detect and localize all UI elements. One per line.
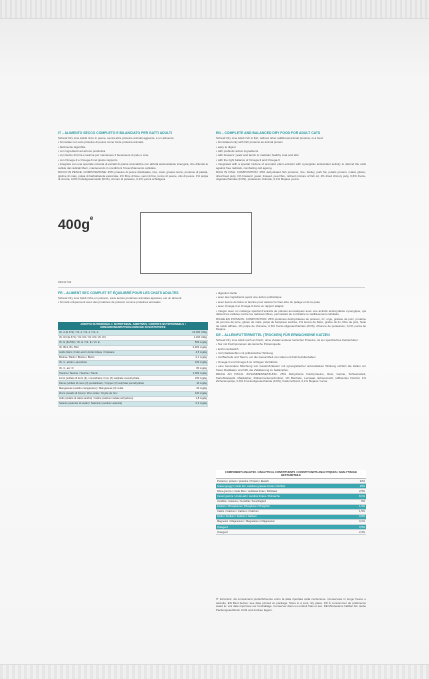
row-label: Magnesio / Magnesium / Magnésium / Magnesium <box>216 519 333 524</box>
nutritional-additives-table <box>58 322 208 407</box>
german-heading: DE – ALLEINFUTTERMITTEL (TROCKEN) FÜR ERWACHSENE KATZEN <box>216 332 330 337</box>
product-code: 02041734 <box>58 280 72 284</box>
row-label: Omega-6 <box>216 530 333 535</box>
table-row <box>216 530 366 535</box>
french-heading: FR – ALIMENT SEC COMPLET ET ÉQUILIBRÉ POUR LES CHATS ADULTES <box>58 291 179 295</box>
row-value: 1,5% <box>333 509 366 514</box>
row-value: 500 mg/kg <box>175 340 208 345</box>
english-para: • integrated with a special mixture of aromatic plant extracts with synergistic antioxidant activity to defend the cells against free radicals, combating cell ageing. <box>216 162 366 170</box>
row-value: 32% <box>333 479 366 484</box>
top-seal-seam <box>0 0 429 19</box>
french-para: • intégré avec un mélange spécial d'extraits de plantes aromatiques avec une activité antioxydante synergique, qui défend les cellules contre les radicaux libres, permettant de combattre le vieillissement cellulaire. <box>216 308 366 317</box>
row-value: 15% <box>333 484 366 489</box>
row-value: 10 mg/kg <box>175 381 208 386</box>
french-composition: RICHE EN POISSON. COMPOSITION: 25% protéines déshydratées de poisson, riz, orge, graisse de porc, protéine de pomme de terre, gluten de maïs, pulpe de betterave séchée, 1% levure de bière, graine de lin, fibre de pois, huile de raisin affinée, 1% pulpe de chicorée, 0,6% fructo-oligosaccharides (FOS), chlorure de potassium, 0,1% yucca de Mojave. <box>216 316 366 332</box>
row-value: 20 mg/kg <box>175 386 208 391</box>
row-label: Vit. D3 (E 671) / Vit. D3 / Vit. D3 / Vit. D3 <box>58 335 175 340</box>
row-label: Vit. C, acr. D <box>58 366 175 371</box>
row-label: Selenio (selenito di sodio) / Selenium (sodium selenite) <box>58 401 175 406</box>
italian-description <box>58 132 208 183</box>
row-label: Iodio (iodato di calcio anidro) / Iodine (calcium iodate anhydrous) <box>58 396 175 401</box>
row-label: Vit. A (E 672) / Vit. A / Vit. A / Vit. A <box>58 330 175 335</box>
english-description <box>216 132 366 183</box>
analytical-table-header: COMPONENTI ANALITICI / ANALYTICAL CONSTITUENTS / CONSTITUANTS ANALYTIQUES / ANALYTISCHE BESTANDTEILE <box>216 470 366 479</box>
row-label: Vit. B12, B1, B12 <box>58 345 175 350</box>
english-para: • with prebiotic action ingredients <box>216 149 259 154</box>
row-value: 0,1 mg/kg <box>175 355 208 360</box>
row-value: 150 mg/kg <box>175 376 208 381</box>
french-para: • avec Oméga-3 et Oméga-6 dans un rapport adapté <box>216 304 284 309</box>
row-value: 100 mg/kg <box>175 391 208 396</box>
italian-para: • facilmente digeribile <box>58 144 86 149</box>
row-value: 100 mg/kg <box>175 360 208 365</box>
row-label: Grassi greggi / crude fat / matières grasses brutes / Rohfett <box>216 484 333 489</box>
row-label: Fosforo / Phosphorus / Phosphore / Phosphor <box>216 504 333 509</box>
analytical-rows <box>216 479 366 535</box>
additives-table-header: ADDITIVI NUTRIZIONALI / NUTRITIONAL ADDITIVES / ADDITIFS NUTRITIONNELS / ERNÄHRUNGSPHYSIOLOGISCHE ZUSATZSTOFFE <box>58 322 208 330</box>
french-para: • formulé uniquement avec des protéines de poisson comme protéines animales <box>58 300 161 305</box>
german-composition: REICH AN FISCH. ZUSAMMENSETZUNG: 25% Dehydrierte Fischproteine, Reis, Gerste, Schweinefett, Kartoffeleiweiß, Maiskleber, Rübentrockenschnitzel, 1% Bierhefe, Leinsaat, Erbsenmehl, raffiniertes Fischöl, 1% Zichorienpulpe, 0,6% Fructooligosaccharide (FOS), Kaliumchlorid, 0,1% Mojave-Yucca. <box>216 372 366 384</box>
bottom-seal-seam <box>0 664 429 679</box>
net-weight: $400g^e$ <box>58 216 94 232</box>
row-label: Vit. C, acido L-ascorbico <box>58 360 175 365</box>
italian-para: • con Omega-3 e Omega-6 nel giusto rapporto <box>58 157 118 162</box>
german-para: • Nur mit Fischproteinen als tierische Proteinquelle <box>216 342 281 347</box>
italian-para: • con ingredienti ad azione prebiotica <box>58 149 106 154</box>
row-value: 1,8 mg/kg <box>175 396 208 401</box>
english-para: Schesir Dry Line Adult rich in fish, without other additional animal proteins, is a food: <box>216 135 324 140</box>
french-para: • digestion facile <box>216 291 237 295</box>
row-label: Calcio / Calcium / Calcium / Kalzium <box>216 509 333 514</box>
english-composition: RICH IN FISH. COMPOSITION: 25% dehydrated fish proteins, rice, barley, pork fat, potato protein, maize gluten, dried beet pulp, 1% brewers' yeast, linseed, pea fibre, refined mixture of fish oil, 1% dried chicory pulp, 0,6% fructo-oligosaccharides (FOS), potassium chloride, 0,1% Mojave yucca. <box>216 170 366 182</box>
italian-heading: IT – ALIMENTO SECCO COMPLETO E BILANCIATO PER GATTI ADULTI <box>58 131 172 135</box>
row-value: 0,5% <box>333 525 366 530</box>
row-value: 2.000 mg/kg <box>175 371 208 376</box>
english-para: • easy to digest <box>216 144 236 149</box>
german-para: • Omega-3 und Omega-6 im richtigen Verhältnis <box>216 359 278 364</box>
row-value: 80 mg/kg <box>175 366 208 371</box>
row-value: 0,6% <box>333 514 366 519</box>
english-heading: EN – COMPLETE AND BALANCED DRY FOOD FOR ADULT CATS <box>216 131 321 135</box>
french-description <box>58 292 208 306</box>
row-label: Zinco (ossido di zinco) / Zinc oxide / Oxyde de zinc <box>58 391 175 396</box>
row-value: 1.200 UI/kg <box>175 335 208 340</box>
row-label: Fibra grezza / crude fibre / cellulose brute / Rohfaser <box>216 489 333 494</box>
italian-para: • formulato con solo proteine di pesce come fonte proteica animale <box>58 140 144 145</box>
english-para: • with the right balance of Omega-3 and Omega-6 <box>216 157 280 162</box>
footer-text: IT Istruzioni: da consumarsi preferibilmente entro la data riportata sulla confezione. Conservare in luogo fresco e asciutto. EN Best before: see date printed on package. Store in a cool, dry place. FR À consommer de préférence avant le: voir date imprimée sur l'emballage. Conserver dans un endroit frais et sec. DE Mindestens haltbar bis: siehe Packungsaufdruck. Kühl und trocken lagern. <box>216 597 366 612</box>
row-value: 8,1% <box>333 494 366 499</box>
row-value: 2,4% <box>333 530 366 535</box>
row-value: 8% <box>333 499 366 504</box>
italian-composition: RICCO IN PESCE. COMPOSIZIONE: 25% proteine di pesce disidratate, riso, mais, grasso suino, proteine di patata, glutine di mais, polpa di barbabietola essiccata, 1% fibre di fave, semi di lino, tonno di pesce, olio di pesce, 1% polpa di cicoria, 0,6% fruttoligosaccaridi (FOS), cloruro di potassio, 0,1% yucca schidigera. <box>58 170 208 182</box>
row-value: 1,1% <box>333 504 366 509</box>
french-para: • avec des ingrédients ayant une action prébiotique <box>216 295 282 300</box>
french-para: Schesir Dry Line Adult riche en poisson, sans autres protéines animales ajoutées, est un aliment: <box>58 295 183 300</box>
german-para: Schesir Dry Line Adult reich an Fisch, ohne Zusatz anderer tierischer Proteine, ist ein spezifisches Katzenfutter: <box>216 337 359 342</box>
english-para: • formulated only with fish proteins as animal protein <box>216 140 283 145</box>
row-label: Proteina / protein / protéine / Protein / Eiweiß <box>216 479 333 484</box>
italian-para: Schesir Dry Line Adulti ricco in pesce, senza altre proteine animali aggiunte, è un alimento: <box>58 135 175 140</box>
divider <box>58 287 365 288</box>
row-label: Ceneri grezze / crude ash / cendres brutes / Rohasche <box>216 494 333 499</box>
row-value: 0,3 mg/kg <box>175 401 208 406</box>
row-value: 2,5% <box>333 489 366 494</box>
german-para: • mit Inhaltsstoffen mit präbiotischer Wirkung <box>216 351 274 355</box>
german-para: • eine besondere Mischung von Gewürzkräutern mit synergistischer antioxidativer Wirkung schützt die Zellen vor freien Radikalen und hilft, die Zellalterung zu bekämpfen. <box>216 364 366 372</box>
row-label: Taurina / Taurine / Taurine / Taurin <box>58 371 175 376</box>
row-label: Manganese (ossido manganoso) / Manganese (II) oxide <box>58 386 175 391</box>
english-para: • with brewers' yeast and taurin to maintain healthy coat and skin <box>216 153 299 158</box>
row-value: 22.000 UI/kg <box>175 330 208 335</box>
row-value: 0,002 mg/kg <box>175 345 208 350</box>
batch-code-box <box>140 212 252 274</box>
row-label: Acido folico / Folic acid / Acide folique / Folsäure <box>58 350 175 355</box>
french-description-continued <box>216 292 366 385</box>
row-label: Biotina / Biotin / Biotine / Biotin <box>58 355 175 360</box>
german-para: • leicht verdaulich <box>216 346 239 351</box>
additives-rows <box>58 330 208 406</box>
row-label: Ferro (solfato di ferro (II), monoidrato) / Iron (II) sulphate monohydrate <box>58 376 175 381</box>
row-label: Rame (solfato di rame (II) pentaidrato) / Copper (II) sulphate pentahydrate <box>58 381 175 386</box>
italian-para: • con lievito di birra e taurina per mantenere il benessere di pelo e cute <box>58 153 149 158</box>
row-label: Vit. E (3a700) / Vit. E / Vit. E / Vit. E <box>58 340 175 345</box>
italian-para: • integrato con una speciale miscela di estratti di piante aromatiche con attività antiossidante sinergica, che difende le cellule dai radicali liberi, mantenendo in condizioni l'invecchiamento cellulare. <box>58 162 208 170</box>
analytical-constituents-table <box>216 470 366 535</box>
storage-instructions <box>216 598 366 613</box>
row-label: Sodio / Sodium / Sodium / Natrium <box>216 514 333 519</box>
row-value: 4,5 mg/kg <box>175 350 208 355</box>
german-para: • mit Bierhefe und Taurin, um die Gesundheit von Haut und Fell beizubehalten <box>216 355 316 360</box>
row-label: Umidità / moisture / humidité / Feuchtigkeit <box>216 499 333 504</box>
row-value: 0,1% <box>333 519 366 524</box>
row-label: Omega-3 <box>216 525 333 530</box>
french-para: • avec levure de bière et taurine pour assurer le bien-être du pelage et de la peau <box>216 299 321 304</box>
table-row <box>58 401 208 406</box>
